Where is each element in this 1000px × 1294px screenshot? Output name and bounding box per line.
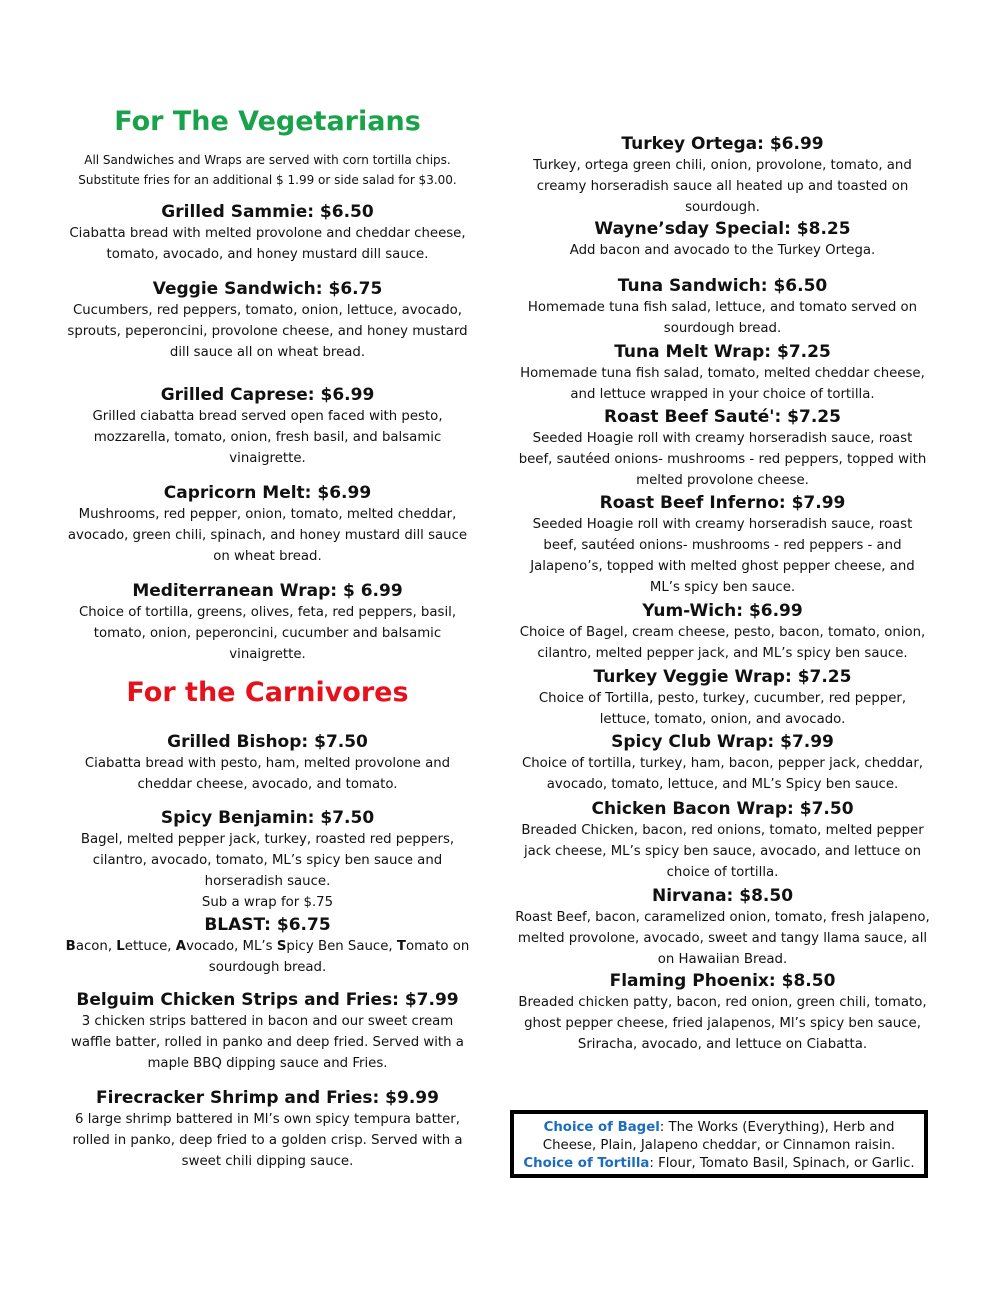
acronym-letter: A [175, 939, 187, 954]
item-name: Grilled Bishop: $7.50 [167, 732, 368, 752]
desc-text: picy Ben Sauce, [286, 939, 397, 954]
item-name: Grilled Sammie: $6.50 [161, 202, 374, 222]
item-description: Turkey, ortega green chili, onion, provolone, tomato, and creamy horseradish sauce all heated up and toasted on sourdough. [533, 158, 912, 215]
bagel-choices [520, 1119, 918, 1155]
menu-item [515, 218, 930, 261]
menu-item [60, 731, 475, 795]
item-description: Ciabatta bread with pesto, ham, melted provolone and cheddar cheese, avocado, and tomato. [84, 756, 451, 792]
item-description: Grilled ciabatta bread served open faced with pesto, mozzarella, tomato, onion, fresh basil, and balsamic vinaigrette. [92, 409, 443, 466]
acronym-letter: S [276, 939, 287, 954]
menu-item [60, 914, 475, 978]
acronym-letter: L [116, 939, 125, 954]
side-note-line1: All Sandwiches and Wraps are served with corn tortilla chips. [84, 153, 451, 167]
item-description: Cucumbers, red peppers, tomato, onion, lettuce, avocado, sprouts, peperoncini, provolone cheese, and honey mustard dill sauce all on wheat bread. [67, 303, 468, 360]
item-description: Homemade tuna fish salad, tomato, melted cheddar cheese, and lettuce wrapped in your choice of tortilla. [520, 366, 925, 402]
item-name: Spicy Club Wrap: $7.99 [611, 732, 834, 752]
item-name: Flaming Phoenix: $8.50 [609, 971, 836, 991]
menu-item [60, 201, 475, 265]
menu-item [515, 133, 930, 218]
item-name: Yum-Wich: $6.99 [642, 601, 803, 621]
item-description: 6 large shrimp battered in Ml’s own spicy tempura batter, rolled in panko, deep fried to a golden crisp. Served with a sweet chili dipping sauce. [72, 1112, 463, 1169]
menu-item [515, 798, 930, 883]
menu-item [515, 666, 930, 730]
desc-text: vocado, ML’s [186, 939, 277, 954]
desc-text: omato on sourdough bread. [208, 939, 470, 975]
acronym-letter: T [396, 939, 406, 954]
choices-box [510, 1110, 928, 1178]
item-name: Mediterranean Wrap: $ 6.99 [132, 581, 403, 601]
menu-item [60, 278, 475, 363]
item-name: Spicy Benjamin: $7.50 [160, 808, 375, 828]
item-description: Seeded Hoagie roll with creamy horseradish sauce, roast beef, sautéed onions- mushrooms - red peppers - and Jalapeno’s, topped with melted ghost pepper cheese, and ML’s spicy ben sauce. [530, 517, 915, 595]
item-name: Roast Beef Sauté': $7.25 [604, 407, 841, 427]
item-description: Choice of tortilla, turkey, ham, bacon, pepper jack, cheddar, avocado, tomato, lettuce, and ML’s Spicy ben sauce. [521, 756, 924, 792]
item-description: Roast Beef, bacon, caramelized onion, tomato, fresh jalapeno, melted provolone, avocado, sweet and tangy llama sauce, all on Hawaiian Bread. [515, 910, 930, 967]
item-description: 3 chicken strips battered in bacon and our sweet cream waffle batter, rolled in panko and deep fried. Served with a maple BBQ dipping sauce and Fries. [71, 1014, 464, 1071]
menu-item [60, 1087, 475, 1172]
item-name: Tuna Sandwich: $6.50 [617, 276, 828, 296]
tortilla-choices [520, 1155, 918, 1173]
item-name: Nirvana: $8.50 [651, 886, 794, 906]
desc-text: ettuce, [124, 939, 176, 954]
menu-item [60, 989, 475, 1074]
item-name: Belguim Chicken Strips and Fries: $7.99 [76, 990, 459, 1010]
item-description: Breaded Chicken, bacon, red onions, tomato, melted pepper jack cheese, ML’s spicy ben sauce, avocado, and lettuce on choice of tortilla. [521, 823, 924, 880]
vegetarians-heading: For The Vegetarians [114, 106, 421, 137]
item-name: Tuna Melt Wrap: $7.25 [614, 342, 831, 362]
item-name: Turkey Ortega: $6.99 [621, 134, 824, 154]
bagel-choices-text: : The Works (Everything), Herb and Cheese, Plain, Jalapeno cheddar, or Cinnamon raisin. [542, 1120, 896, 1153]
menu-item [515, 600, 930, 664]
item-name: Firecracker Shrimp and Fries: $9.99 [96, 1088, 439, 1108]
tortilla-choices-label: Choice of Tortilla [523, 1156, 650, 1171]
menu-item [515, 406, 930, 491]
item-description: Choice of Tortilla, pesto, turkey, cucumber, red pepper, lettuce, tomato, onion, and avocado. [538, 691, 907, 727]
menu-item [515, 341, 930, 405]
bagel-choices-label: Choice of Bagel [543, 1120, 660, 1135]
item-name: Chicken Bacon Wrap: $7.50 [591, 799, 854, 819]
item-description: Mushrooms, red pepper, onion, tomato, melted cheddar, avocado, green chili, spinach, and honey mustard dill sauce on wheat bread. [67, 507, 468, 564]
item-name: Roast Beef Inferno: $7.99 [599, 493, 846, 513]
side-note-line2: Substitute fries for an additional $ 1.99 or side salad for $3.00. [78, 173, 457, 187]
menu-item [515, 731, 930, 795]
carnivores-heading: For the Carnivores [126, 677, 409, 708]
menu-item [60, 482, 475, 567]
item-description: Add bacon and avocado to the Turkey Ortega. [569, 243, 876, 258]
menu-item [515, 492, 930, 598]
item-extra-note: Sub a wrap for $.75 [201, 895, 334, 910]
item-description: Choice of Bagel, cream cheese, pesto, bacon, tomato, onion, cilantro, melted pepper jack, and ML’s spicy ben sauce. [519, 625, 926, 661]
item-name: Veggie Sandwich: $6.75 [152, 279, 383, 299]
menu-item [515, 885, 930, 970]
menu-item [60, 580, 475, 665]
menu-item [60, 384, 475, 469]
item-description: Homemade tuna fish salad, lettuce, and tomato served on sourdough bread. [527, 300, 918, 336]
item-name: Grilled Caprese: $6.99 [160, 385, 375, 405]
menu-item [515, 275, 930, 339]
item-description: Breaded chicken patty, bacon, red onion, green chili, tomato, ghost pepper cheese, fried jalapenos, Ml’s spicy ben sauce, Sriracha, avocado, and lettuce on Ciabatta. [518, 995, 927, 1052]
item-description: Choice of tortilla, greens, olives, feta, red peppers, basil, tomato, onion, peperoncini, cucumber and balsamic vinaigrette. [78, 605, 457, 662]
item-name: Turkey Veggie Wrap: $7.25 [593, 667, 852, 687]
side-note [60, 150, 475, 190]
item-description [60, 936, 475, 978]
menu-item [515, 970, 930, 1055]
item-name: Wayne’sday Special: $8.25 [594, 219, 851, 239]
item-description: Bagel, melted pepper jack, turkey, roasted red peppers, cilantro, avocado, tomato, ML’s spicy ben sauce and horseradish sauce. [80, 832, 455, 889]
tortilla-choices-text: : Flour, Tomato Basil, Spinach, or Garlic. [649, 1156, 915, 1171]
acronym-letter: B [65, 939, 76, 954]
item-name: BLAST: $6.75 [204, 915, 331, 935]
desc-text: acon, [75, 939, 117, 954]
item-description: Seeded Hoagie roll with creamy horseradish sauce, roast beef, sautéed onions- mushrooms - red peppers, topped with melted provolone cheese. [518, 431, 927, 488]
menu-item [60, 807, 475, 913]
item-description: Ciabatta bread with melted provolone and cheddar cheese, tomato, avocado, and honey mustard dill sauce. [69, 226, 466, 262]
item-name: Capricorn Melt: $6.99 [163, 483, 372, 503]
